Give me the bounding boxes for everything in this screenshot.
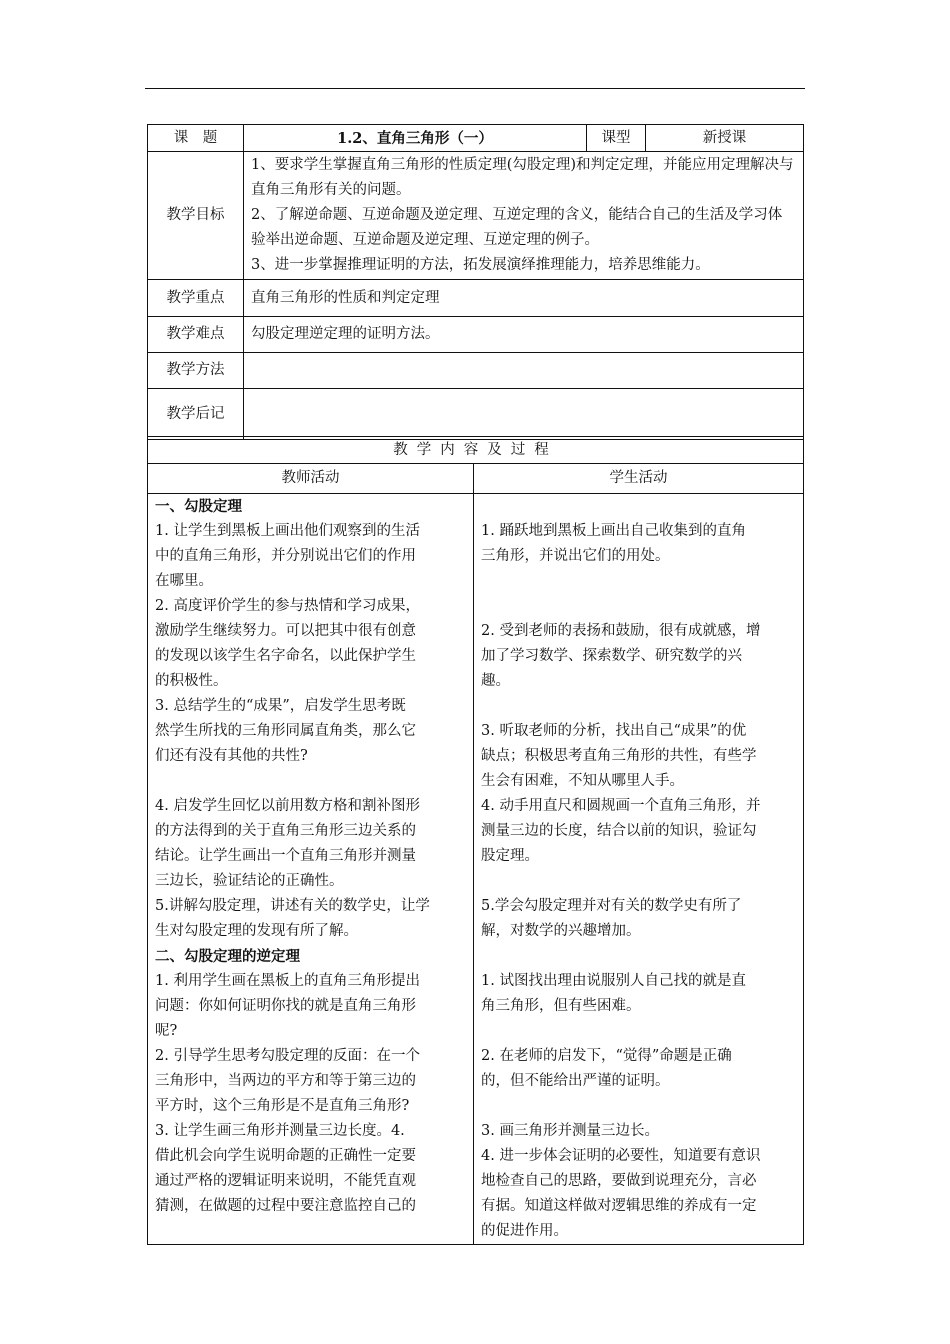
- student-activity-header: 学生活动: [474, 464, 804, 494]
- activity-line: 的积极性。: [155, 673, 228, 689]
- activity-line: 生会有困难，不知从哪里人手。: [481, 773, 684, 789]
- activity-line: 加了学习数学、探索数学、研究数学的兴: [481, 648, 742, 664]
- activity-line: 地检查自己的思路，要做到说理充分，言必: [481, 1173, 757, 1189]
- difficulties-value: 勾股定理逆定理的证明方法。: [244, 317, 804, 353]
- activity-line: [481, 569, 796, 594]
- teacher-activity-column: [148, 494, 474, 1245]
- activity-line: 4. 启发学生回忆以前用数方格和割补图形: [155, 798, 420, 814]
- header-rule: [145, 88, 805, 89]
- content-section-title: 教学内容及过程: [148, 437, 804, 464]
- activity-line: 生对勾股定理的发现有所了解。: [155, 923, 358, 939]
- activity-line: [481, 869, 796, 894]
- activity-line: 股定理。: [481, 848, 539, 864]
- notes-value: [244, 389, 804, 440]
- methods-label: 教学方法: [148, 353, 244, 389]
- activity-line: [481, 694, 796, 719]
- goals-content: [244, 152, 804, 280]
- activity-line: 三角形，并说出它们的用处。: [481, 548, 670, 564]
- activity-line: 然学生所找的三角形同属直角类，那么它: [155, 723, 416, 739]
- activity-line: 呢?: [155, 1023, 178, 1039]
- activity-line: 4. 动手用直尺和圆规画一个直角三角形，并: [481, 798, 761, 814]
- activity-line: 有据。知道这样做对逻辑思维的养成有一定: [481, 1198, 757, 1214]
- activity-line: 在哪里。: [155, 573, 213, 589]
- activity-line: 2. 受到老师的表扬和鼓励，很有成就感，增: [481, 623, 761, 639]
- lesson-type-label: 课型: [587, 125, 646, 152]
- activity-line: 5.讲解勾股定理，讲述有关的数学史，让学: [155, 898, 430, 914]
- activity-line: 5.学会勾股定理并对有关的数学史有所了: [481, 898, 742, 914]
- activity-line: 猜测，在做题的过程中要注意监控自己的: [155, 1198, 416, 1214]
- activity-line: [481, 594, 796, 619]
- activity-line: 平方时，这个三角形是不是直角三角形?: [155, 1098, 410, 1114]
- section-heading: 二、勾股定理的逆定理: [155, 948, 300, 965]
- activity-line: 趣。: [481, 673, 510, 689]
- activity-line: 2. 引导学生思考勾股定理的反面：在一个: [155, 1048, 420, 1064]
- activity-line: 测量三边的长度，结合以前的知识，验证勾: [481, 823, 757, 839]
- activity-line: [481, 1094, 796, 1119]
- activity-line: 通过严格的逻辑证明来说明，不能凭直观: [155, 1173, 416, 1189]
- difficulties-label: 教学难点: [148, 317, 244, 353]
- activity-line: [155, 769, 466, 794]
- key-points-label: 教学重点: [148, 280, 244, 317]
- section-heading: 一、勾股定理: [155, 498, 242, 515]
- activity-line: [481, 944, 796, 969]
- activity-line: 三边长，验证结论的正确性。: [155, 873, 344, 889]
- goal-item: 2、了解逆命题、互逆命题及逆定理、互逆定理的含义，能结合自己的生活及学习体验举出逆命题、互逆命题及逆定理、互逆定理的例子。: [251, 207, 783, 248]
- key-points-value: 直角三角形的性质和判定定理: [244, 280, 804, 317]
- goal-item: 3、进一步掌握推理证明的方法，拓发展演绎推理能力，培养思维能力。: [251, 257, 710, 273]
- activity-line: 激励学生继续努力。可以把其中很有创意: [155, 623, 416, 639]
- activity-line: 的，但不能给出严谨的证明。: [481, 1073, 670, 1089]
- activity-line: 的发现以该学生名字命名，以此保护学生: [155, 648, 416, 664]
- topic-label: 课 题: [148, 125, 244, 152]
- activity-line: 4. 进一步体会证明的必要性，知道要有意识: [481, 1148, 761, 1164]
- activity-line: 1. 试图找出理由说服别人自己找的就是直: [481, 973, 746, 989]
- activity-line: 借此机会向学生说明命题的正确性一定要: [155, 1148, 416, 1164]
- activity-line: 解，对数学的兴趣增加。: [481, 923, 641, 939]
- activity-line: 3. 让学生画三角形并测量三边长度。4.: [155, 1123, 405, 1139]
- activity-line: 中的直角三角形，并分别说出它们的作用: [155, 548, 416, 564]
- activity-line: 3. 总结学生的“成果”，启发学生思考既: [155, 698, 406, 714]
- goals-label: 教学目标: [148, 152, 244, 280]
- activity-line: 角三角形，但有些困难。: [481, 998, 641, 1014]
- activity-line: [481, 1019, 796, 1044]
- activity-line: 1. 利用学生画在黑板上的直角三角形提出: [155, 973, 420, 989]
- lesson-title: 1.2、直角三角形（一）: [244, 125, 587, 152]
- activity-line: 结论。让学生画出一个直角三角形并测量: [155, 848, 416, 864]
- activity-line: 2. 在老师的启发下，“觉得”命题是正确: [481, 1048, 732, 1064]
- activity-line: 们还有没有其他的共性?: [155, 748, 308, 764]
- lesson-type-value: 新授课: [646, 125, 804, 152]
- lesson-info-table: [147, 124, 804, 440]
- student-activity-column: [474, 494, 804, 1245]
- activity-line: [481, 494, 796, 519]
- activity-line: 2. 高度评价学生的参与热情和学习成果，: [155, 598, 420, 614]
- activity-line: 的方法得到的关于直角三角形三边关系的: [155, 823, 416, 839]
- teacher-activity-header: 教师活动: [148, 464, 474, 494]
- activity-line: 3. 画三角形并测量三边长。: [481, 1123, 659, 1139]
- activity-line: 的促进作用。: [481, 1223, 568, 1239]
- activity-line: 问题：你如何证明你找的就是直角三角形: [155, 998, 416, 1014]
- activity-line: 3. 听取老师的分析，找出自己“成果”的优: [481, 723, 747, 739]
- lesson-content-table: [147, 436, 804, 1245]
- activity-line: 三角形中，当两边的平方和等于第三边的: [155, 1073, 416, 1089]
- activity-line: 1. 踊跃地到黑板上画出自己收集到的直角: [481, 523, 746, 539]
- goal-item: 1、要求学生掌握直角三角形的性质定理(勾股定理)和判定定理，并能应用定理解决与直角三角形有关的问题。: [251, 157, 794, 198]
- notes-label: 教学后记: [148, 389, 244, 440]
- methods-value: [244, 353, 804, 389]
- activity-line: 缺点；积极思考直角三角形的共性，有些学: [481, 748, 757, 764]
- activity-line: 1. 让学生到黑板上画出他们观察到的生活: [155, 523, 420, 539]
